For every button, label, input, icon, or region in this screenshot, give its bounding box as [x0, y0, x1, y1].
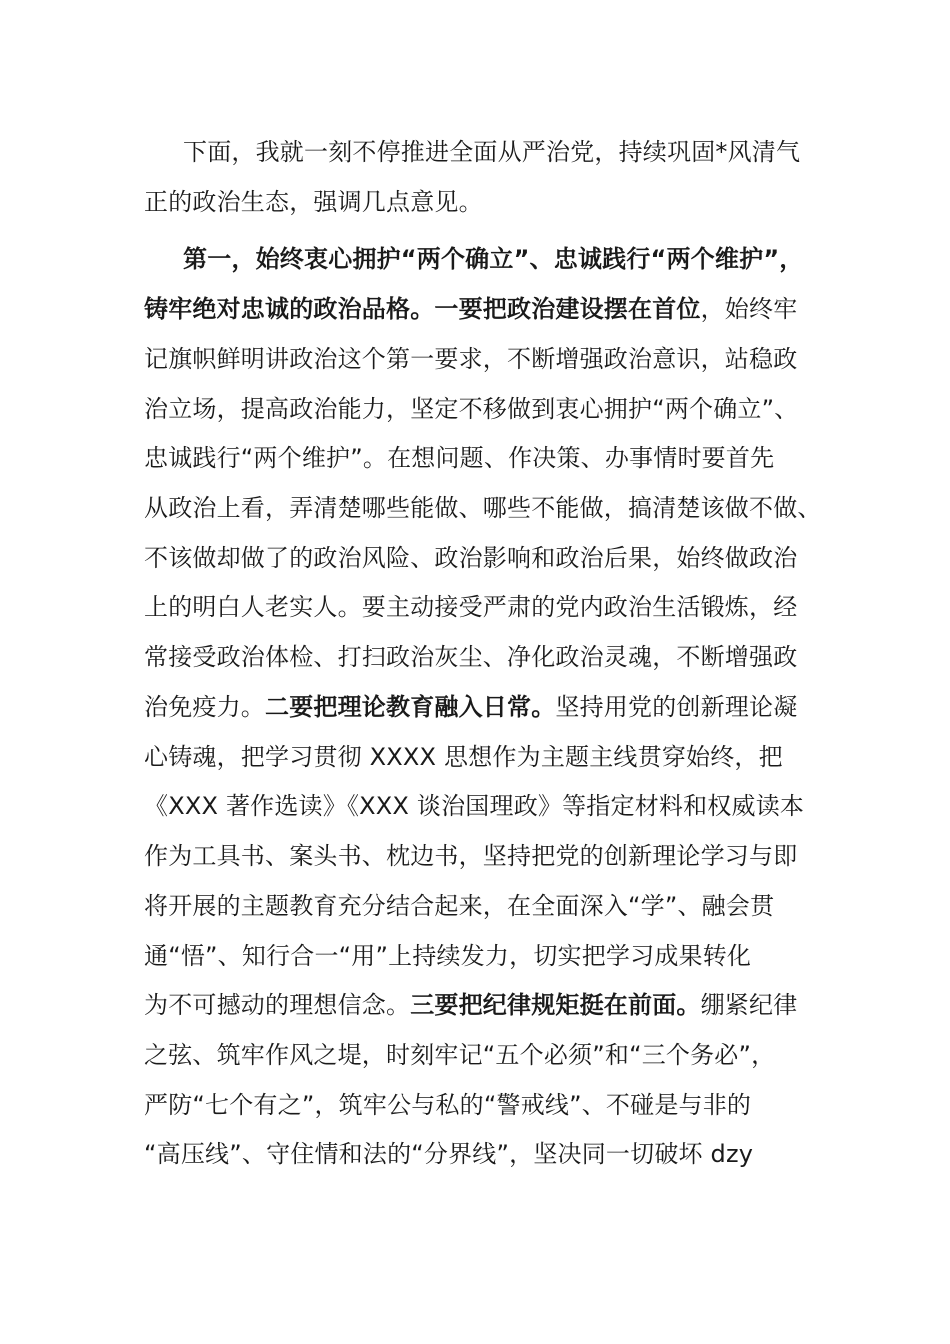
paragraph-1-line: 下面，我就一刻不停推进全面从严治党，持续巩固*风清气 [183, 138, 801, 166]
paragraph-2-line: 记旗帜鲜明讲政治这个第一要求，不断增强政治意识，站稳政 [144, 345, 798, 373]
paragraph-2-line: 不该做却做了的政治风险、政治影响和政治后果，始终做政治 [144, 544, 798, 572]
bold-heading-text: 二要把理论教育融入日常。 [265, 693, 556, 721]
paragraph-2-heading-line: 第一，始终衷心拥护“两个确立”、忠诚践行“两个维护”， [183, 245, 804, 273]
body-text: ，始终牢 [700, 295, 798, 323]
body-text: 治免疫力。 [144, 693, 265, 721]
body-text: 坚持用党的创新理论凝 [555, 693, 798, 721]
paragraph-2-line: 通“悟”、知行合一“用”上持续发力，切实把学习成果转化 [144, 942, 752, 970]
paragraph-2-line: 心铸魂，把学习贯彻 XXXX 思想作为主题主线贯穿始终，把 [144, 743, 783, 771]
paragraph-2-line: 从政治上看，弄清楚哪些能做、哪些不能做，搞清楚该做不做、 [144, 494, 822, 522]
bold-heading-text: 铸牢绝对忠诚的政治品格。一要把政治建设摆在首位 [144, 295, 701, 323]
paragraph-2-line: 之弦、筑牢作风之堤，时刻牢记“五个必须”和“三个务必”， [144, 1041, 776, 1069]
paragraph-2-line [144, 691, 824, 723]
paragraph-2-line: 常接受政治体检、打扫政治灰尘、净化政治灵魂，不断增强政 [144, 643, 798, 671]
bold-heading-text: 三要把纪律规矩挺在前面。 [410, 991, 701, 1019]
paragraph-2-line: 严防“七个有之”，筑牢公与私的“警戒线”、不碰是与非的 [144, 1091, 752, 1119]
paragraph-2-line: 治立场，提高政治能力，坚定不移做到衷心拥护“两个确立”、 [144, 395, 799, 423]
body-text: 为不可撼动的理想信念。 [144, 991, 411, 1019]
paragraph-2-line: 《XXX 著作选读》《XXX 谈治国理政》等指定材料和权威读本 [144, 792, 805, 820]
body-text: 绷紧纪律 [700, 991, 798, 1019]
paragraph-2-line: “高压线”、守住情和法的“分界线”，坚决同一切破坏 dzy [144, 1140, 754, 1168]
paragraph-2-line: 将开展的主题教育充分结合起来，在全面深入“学”、融会贯 [144, 892, 775, 920]
paragraph-2-line [144, 293, 824, 325]
paragraph-1-line: 正的政治生态，强调几点意见。 [144, 188, 483, 216]
paragraph-2-line: 忠诚践行“两个维护”。在想问题、作决策、办事情时要首先 [144, 444, 775, 472]
paragraph-2-line [144, 989, 824, 1021]
paragraph-2-line: 作为工具书、案头书、枕边书，坚持把党的创新理论学习与即 [144, 842, 798, 870]
paragraph-2-line: 上的明白人老实人。要主动接受严肃的党内政治生活锻炼，经 [144, 593, 798, 621]
